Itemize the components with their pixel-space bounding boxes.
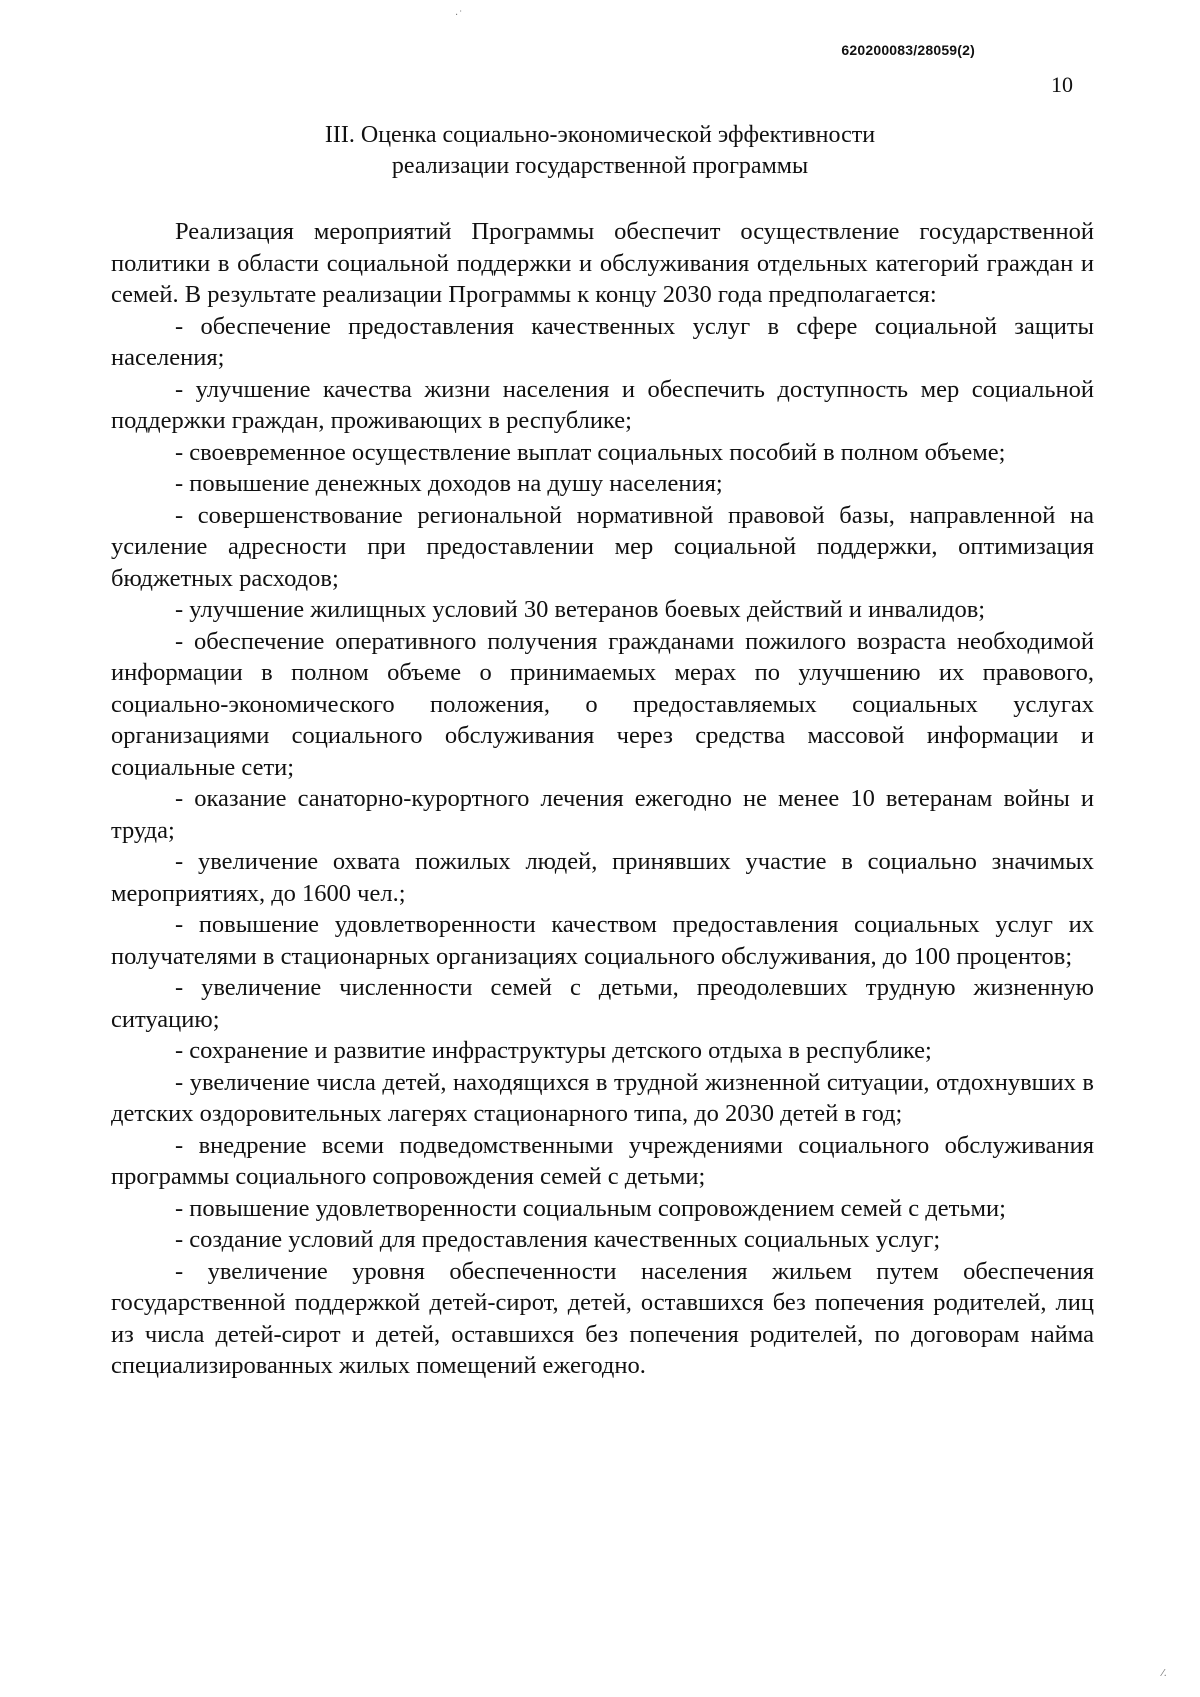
scan-artifact: ·˙ [455, 10, 464, 21]
list-item: - увеличение числа детей, находящихся в трудной жизненной ситуации, отдохнувших в детских оздоровительных лагерях стационарного типа, до 2030 детей в год; [111, 1068, 1094, 1127]
list-item: - улучшение жилищных условий 30 ветеранов боевых действий и инвалидов; [175, 596, 986, 623]
list-item: - обеспечение предоставления качественных услуг в сфере социальной защиты населения; [111, 312, 1094, 371]
intro-paragraph: Реализация мероприятий Программы обеспечит осуществление государственной политики в области социальной поддержки и обслуживания отдельных категорий граждан и семей. В результате реализации Программы к концу 2030 года предполагается: [111, 218, 1094, 308]
document-registration-number: 620200083/28059(2) [841, 42, 975, 58]
list-item: - повышение удовлетворенности качеством предоставления социальных услуг их получателями в стационарных организациях социального обслуживания, до 100 процентов; [111, 911, 1094, 970]
list-item: - внедрение всеми подведомственными учреждениями социального обслуживания программы социального сопровождения семей с детьми; [111, 1131, 1094, 1190]
section-title-line-2: реализации государственной программы [391, 153, 809, 179]
list-item: - сохранение и развитие инфраструктуры детского отдыха в республике; [175, 1037, 932, 1064]
list-item: - увеличение уровня обеспеченности населения жильем путем обеспечения государственной поддержкой детей-сирот, детей, оставшихся без попечения родителей, лиц из числа детей-сирот и детей, оставшихся без попечения родителей, по договорам найма специализированных жилых помещений ежегодно. [111, 1257, 1094, 1379]
list-item: - повышение денежных доходов на душу населения; [175, 470, 723, 497]
list-item: - обеспечение оперативного получения гражданами пожилого возраста необходимой информации в полном объеме о принимаемых мерах по улучшению их правового, социально-экономического положения, о предоставляемых социальных услугах организациями социального обслуживания через средства массовой информации и социальные сети; [111, 627, 1094, 781]
list-item: - увеличение охвата пожилых людей, принявших участие в социально значимых мероприятиях, до 1600 чел.; [111, 848, 1094, 907]
list-item: - совершенствование региональной нормативной правовой базы, направленной на усиление адресности при предоставлении мер социальной поддержки, оптимизация бюджетных расходов; [111, 501, 1094, 592]
list-item: - создание условий для предоставления качественных социальных услуг; [175, 1226, 941, 1253]
list-item: - оказание санаторно-курортного лечения ежегодно не менее 10 ветеранам войны и труда; [111, 785, 1094, 844]
page-number: 10 [1051, 72, 1073, 97]
section-title [0, 120, 1200, 182]
document-body [111, 216, 1094, 1382]
scan-artifact: ⁄. [1162, 1668, 1167, 1679]
section-title-line-1: III. Оценка социально-экономической эффективности [324, 122, 876, 148]
list-item: - увеличение численности семей с детьми, преодолевших трудную жизненную ситуацию; [111, 974, 1094, 1033]
list-item: - повышение удовлетворенности социальным сопровождением семей с детьми; [175, 1194, 1006, 1222]
list-item: - своевременное осуществление выплат социальных пособий в полном объеме; [175, 438, 1006, 466]
list-item: - улучшение качества жизни населения и обеспечить доступность мер социальной поддержки граждан, проживающих в республике; [111, 375, 1094, 434]
